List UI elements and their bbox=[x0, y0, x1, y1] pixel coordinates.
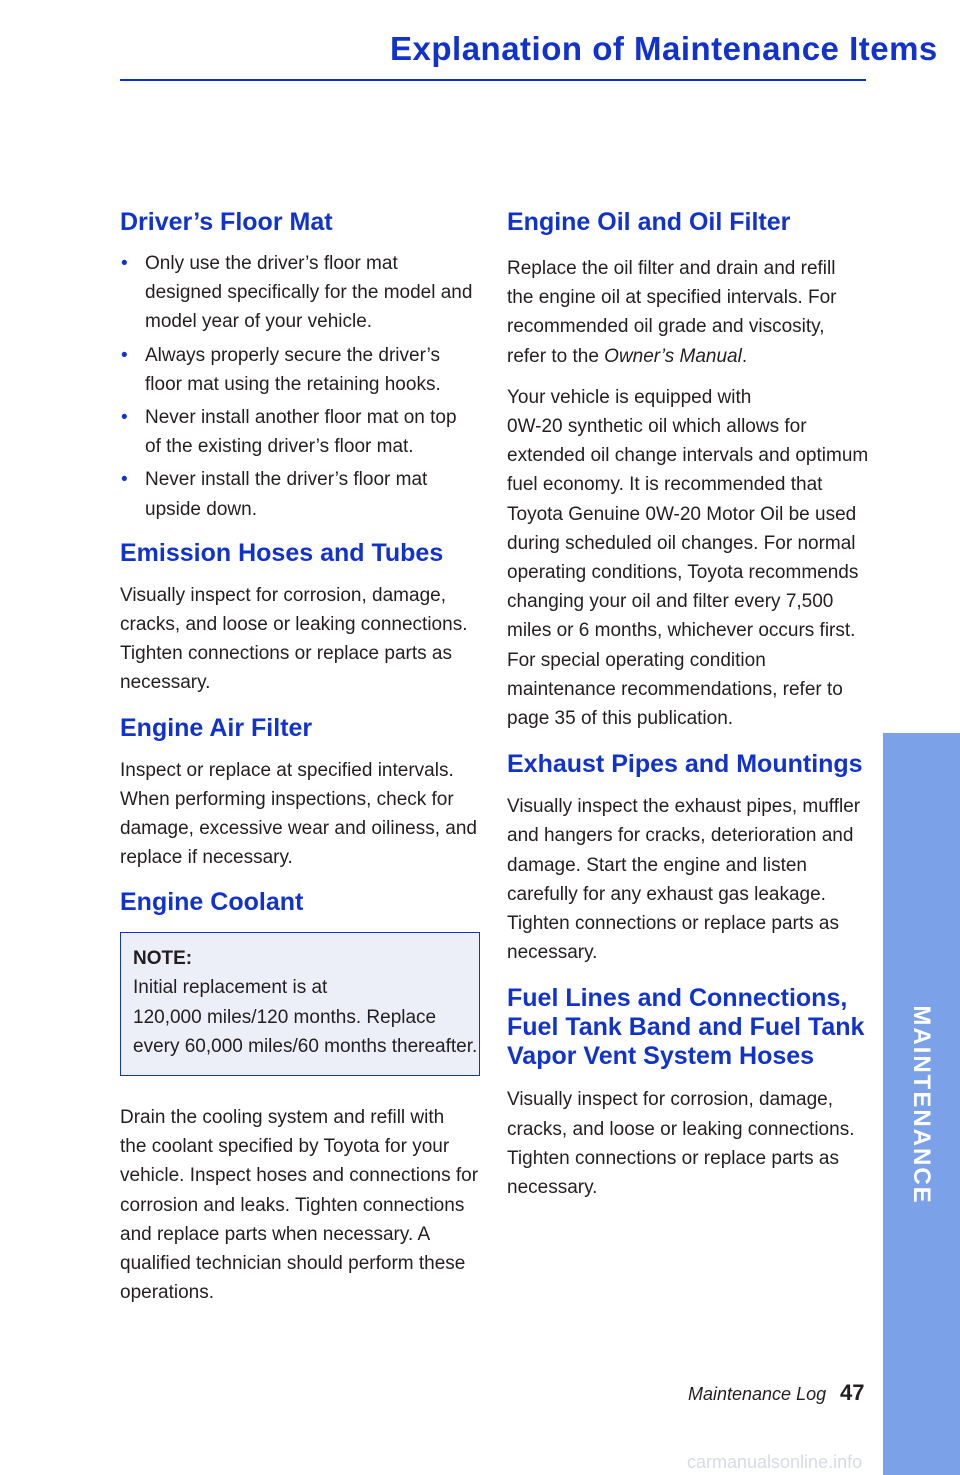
text-line: during scheduled oil changes. For normal bbox=[507, 532, 856, 554]
text-line: every 60,000 miles/60 months thereafter. bbox=[133, 1035, 478, 1057]
text-line: Tighten connections or replace parts as bbox=[120, 643, 452, 665]
body-text bbox=[507, 792, 867, 967]
text-line: recommended oil grade and viscosity, bbox=[507, 316, 825, 338]
body-text bbox=[120, 756, 482, 873]
body-text bbox=[507, 254, 867, 371]
text-line: Visually inspect for corrosion, damage, bbox=[120, 584, 446, 606]
text-line: 0W-20 synthetic oil which allows for bbox=[507, 416, 807, 438]
bullet-list bbox=[120, 249, 482, 524]
bullet-line: Only use the driver’s floor mat bbox=[145, 253, 398, 274]
text-line: and hangers for cracks, deterioration and bbox=[507, 825, 854, 847]
bullet-line: Never install the driver’s floor mat bbox=[145, 469, 428, 491]
heading-line: Fuel Tank Band and Fuel Tank bbox=[507, 1013, 865, 1042]
heading-line: Vapor Vent System Hoses bbox=[507, 1042, 815, 1071]
heading-line: Fuel Lines and Connections, bbox=[507, 984, 848, 1013]
text-line: operating conditions, Toyota recommends bbox=[507, 562, 859, 584]
list-item bbox=[120, 249, 482, 337]
section-coolant bbox=[120, 888, 482, 1307]
page-number: 47 bbox=[840, 1380, 865, 1405]
text-line: corrosion and leaks. Tighten connections bbox=[120, 1194, 465, 1216]
body-text bbox=[507, 1085, 867, 1202]
text-line: the engine oil at specified intervals. For bbox=[507, 287, 837, 309]
section-heading: Engine Air Filter bbox=[120, 713, 313, 742]
text-line: necessary. bbox=[120, 672, 211, 694]
section-engine-oil bbox=[507, 208, 867, 733]
text-line: damage, excessive wear and oiliness, and bbox=[120, 818, 477, 840]
section-emission bbox=[120, 539, 482, 698]
body-text bbox=[507, 383, 867, 733]
note-label: NOTE: bbox=[133, 948, 193, 970]
text-line: and replace parts when necessary. A bbox=[120, 1223, 431, 1245]
text-line: cracks, and loose or leaking connections. bbox=[507, 1118, 855, 1140]
right-column bbox=[507, 208, 867, 1202]
watermark: carmanualsonline.info bbox=[687, 1452, 863, 1472]
text-line: 120,000 miles/120 months. Replace bbox=[133, 1006, 437, 1028]
section-heading: Driver’s Floor Mat bbox=[120, 208, 333, 236]
bullet-line: Never install another floor mat on top bbox=[145, 407, 457, 429]
text-line: damage. Start the engine and listen bbox=[507, 854, 807, 876]
bullet-icon: • bbox=[121, 407, 128, 429]
text-line: Drain the cooling system and refill with bbox=[120, 1107, 445, 1129]
body-text bbox=[120, 581, 482, 698]
text-line: maintenance recommendations, refer to bbox=[507, 678, 843, 700]
note-box bbox=[120, 932, 480, 1076]
text-line: vehicle. Inspect hoses and connections for bbox=[120, 1165, 479, 1187]
text-line: page 35 of this publication. bbox=[507, 708, 734, 730]
bullet-line: upside down. bbox=[145, 498, 257, 520]
text-line: operations. bbox=[120, 1282, 215, 1304]
bullet-line: of the existing driver’s floor mat. bbox=[145, 436, 414, 458]
manual-reference: Owner’s Manual bbox=[604, 345, 742, 367]
text-line: Tighten connections or replace parts as bbox=[507, 1147, 839, 1169]
section-exhaust bbox=[507, 750, 867, 967]
section-air-filter bbox=[120, 714, 482, 873]
text-line: refer to the bbox=[507, 345, 605, 367]
bullet-line: Always properly secure the driver’s bbox=[145, 344, 440, 366]
text-line: Inspect or replace at specified intervals. bbox=[120, 759, 454, 781]
text-line: the coolant specified by Toyota for your bbox=[120, 1136, 450, 1158]
text-line: carefully for any exhaust gas leakage. bbox=[507, 883, 826, 905]
section-floor-mat bbox=[120, 208, 482, 524]
text-line: For special operating condition bbox=[507, 649, 766, 671]
bullet-line: designed specifically for the model and bbox=[145, 282, 473, 304]
section-heading: Engine Oil and Oil Filter bbox=[507, 208, 791, 236]
bullet-icon: • bbox=[121, 344, 128, 366]
text-line: Your vehicle is equipped with bbox=[507, 386, 752, 408]
text-line: qualified technician should perform these bbox=[120, 1253, 466, 1275]
text-line: Visually inspect the exhaust pipes, muffler bbox=[507, 796, 861, 818]
bullet-icon: • bbox=[121, 253, 128, 274]
title-rule bbox=[120, 79, 866, 81]
bullet-line: model year of your vehicle. bbox=[145, 311, 373, 333]
text-line: Visually inspect for corrosion, damage, bbox=[507, 1089, 833, 1111]
text-line: When performing inspections, check for bbox=[120, 788, 454, 810]
text-line: necessary. bbox=[507, 1177, 598, 1199]
text-line: cracks, and loose or leaking connections. bbox=[120, 614, 468, 636]
text-line: necessary. bbox=[507, 942, 598, 964]
text-line: extended oil change intervals and optimum bbox=[507, 445, 869, 467]
note-text bbox=[133, 973, 478, 1061]
text-line: Initial replacement is at bbox=[133, 977, 328, 999]
text-line: Toyota Genuine 0W-20 Motor Oil be used bbox=[507, 503, 857, 525]
section-heading: Emission Hoses and Tubes bbox=[120, 538, 444, 567]
section-tab-label: MAINTENANCE bbox=[908, 1005, 935, 1205]
text-line: Tighten connections or replace parts as bbox=[507, 913, 839, 935]
text-line: replace if necessary. bbox=[120, 847, 293, 869]
text-line: miles or 6 months, whichever occurs first. bbox=[507, 620, 856, 642]
section-heading: Exhaust Pipes and Mountings bbox=[507, 750, 863, 779]
text-line: fuel economy. It is recommended that bbox=[507, 474, 823, 496]
text-line: Replace the oil filter and drain and refill bbox=[507, 258, 836, 279]
section-heading bbox=[507, 984, 867, 1071]
page-title: Explanation of Maintenance Items bbox=[390, 30, 938, 67]
list-item bbox=[120, 403, 482, 461]
body-text bbox=[120, 1103, 482, 1307]
text-line: . bbox=[741, 345, 748, 367]
bullet-line: floor mat using the retaining hooks. bbox=[145, 373, 441, 395]
left-column bbox=[120, 208, 482, 1307]
footer-section-name: Maintenance Log bbox=[688, 1384, 827, 1404]
list-item bbox=[120, 465, 482, 523]
list-item bbox=[120, 341, 482, 399]
bullet-icon: • bbox=[121, 469, 128, 491]
section-heading: Engine Coolant bbox=[120, 888, 304, 917]
section-fuel-lines bbox=[507, 984, 867, 1202]
text-line: changing your oil and filter every 7,500 bbox=[507, 591, 834, 613]
